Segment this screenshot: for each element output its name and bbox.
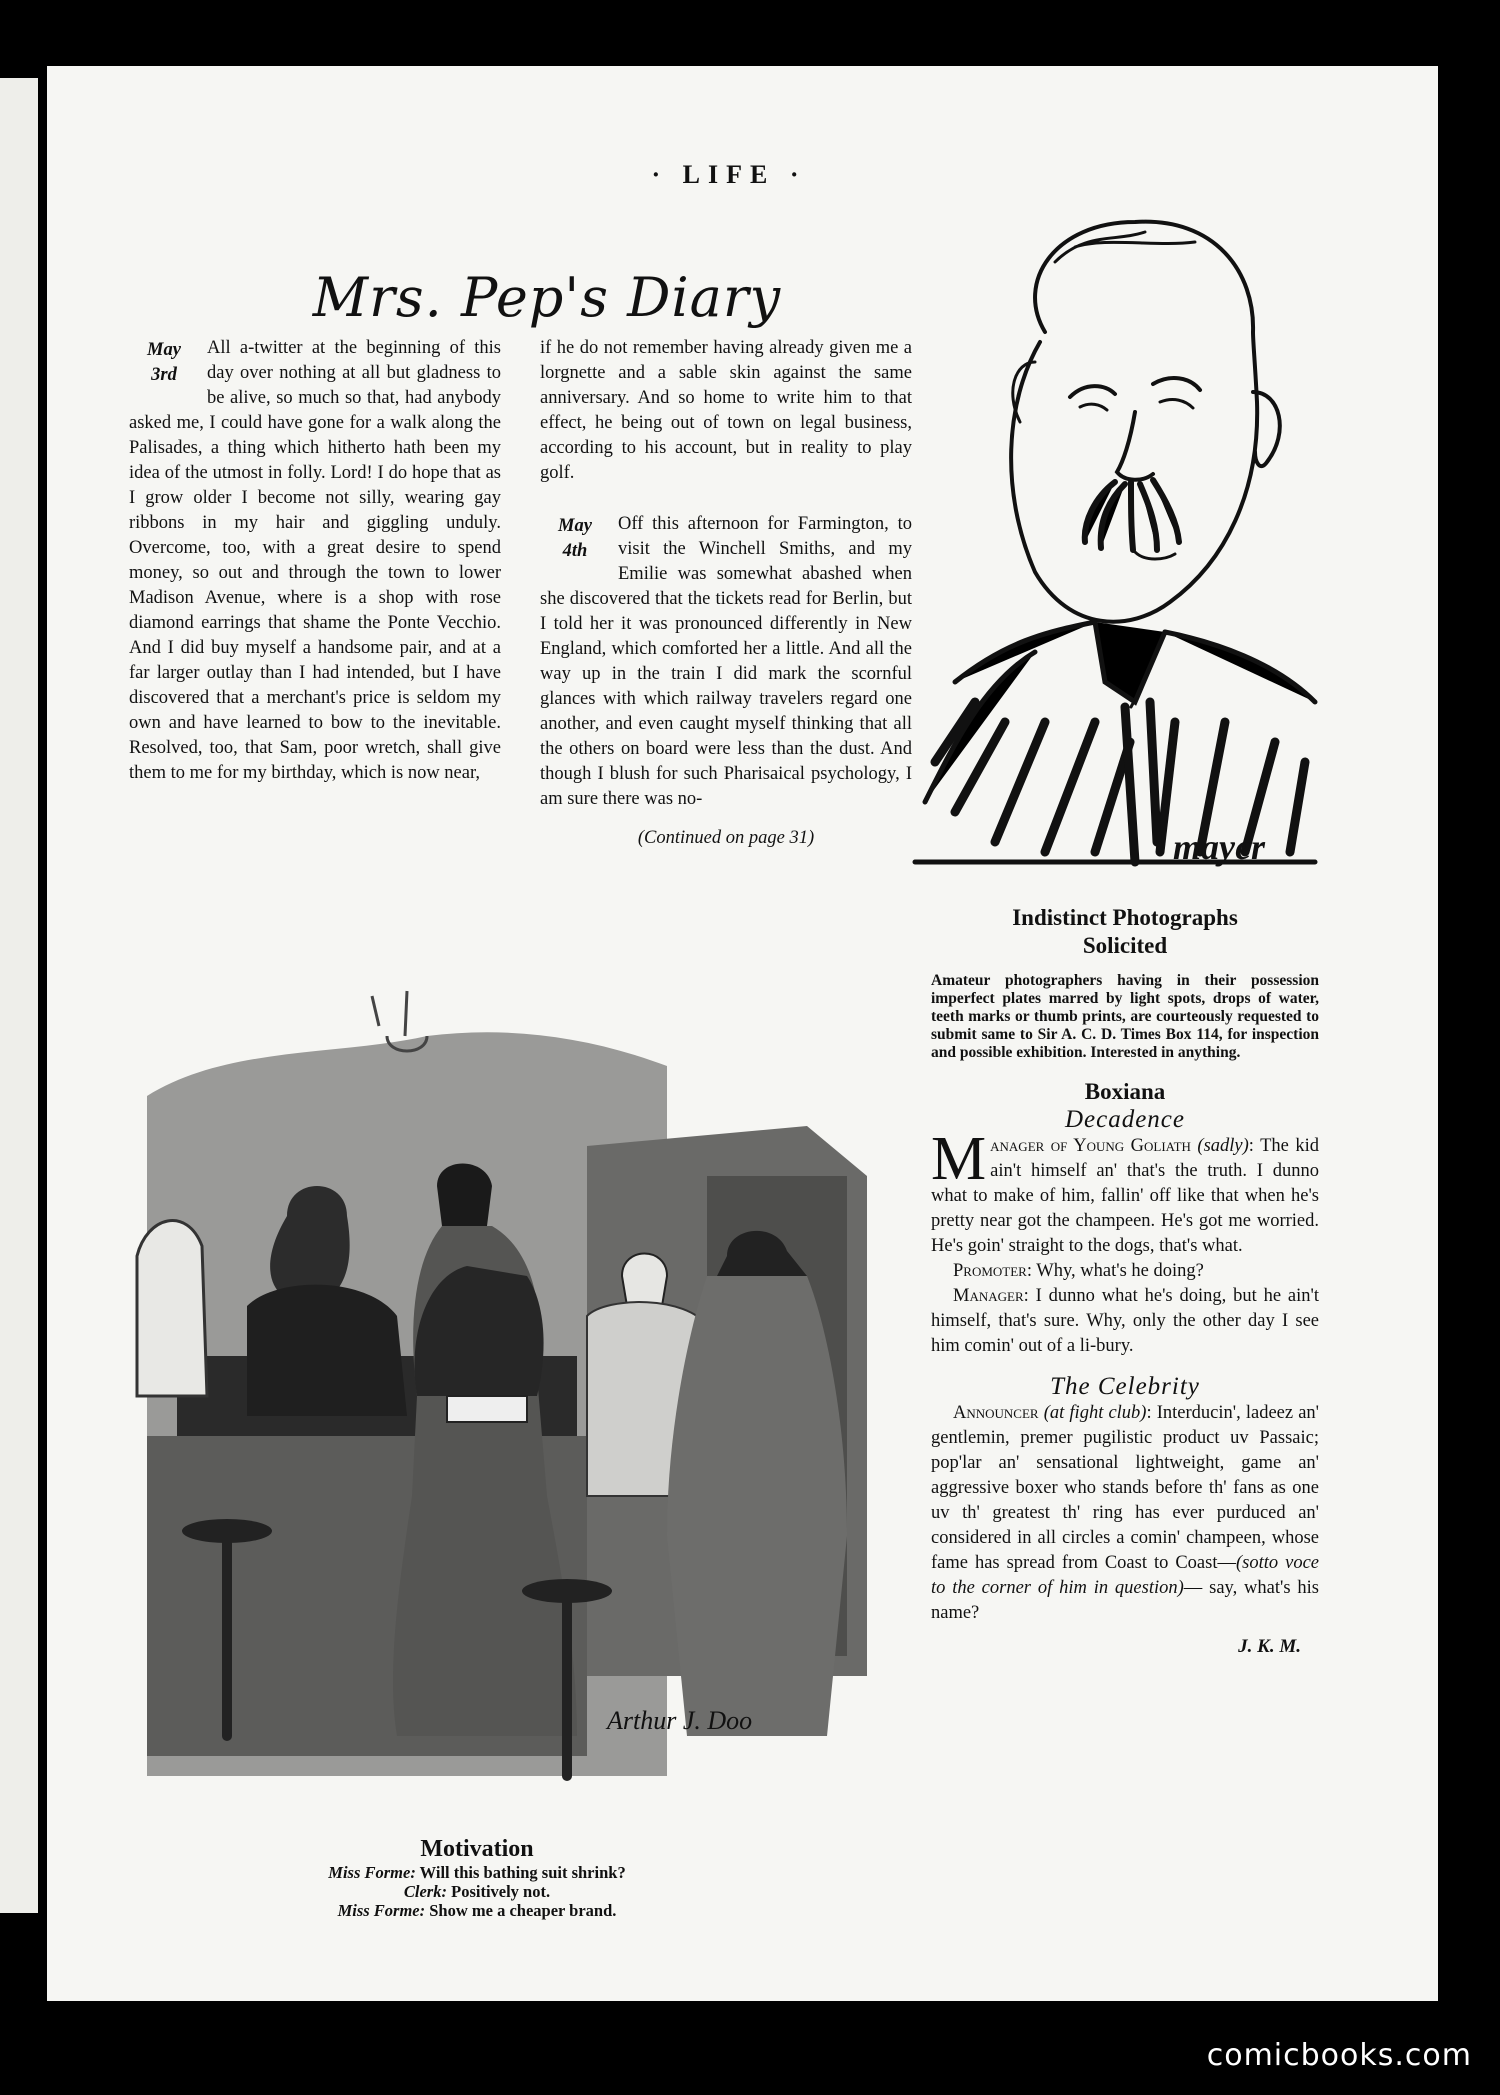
announcer-speech: : Interducin', ladeez an' gentlemin, premer pugilistic product uv Passaic; pop'lar an' sensational lightweight, game an' aggressive boxer who stands before th' fans as one uv th' greatest th' ring has ever purduced an' considered in all circles a comin' champeen, whose fame has spread from Coast to Coast— [931,1403,1320,1573]
caption-text: Positively not. [451,1882,551,1901]
cartoon-caption [197,1836,757,1920]
stage-direction: (at fight club) [1043,1403,1147,1423]
diary-column-left [129,336,501,804]
shop-cartoon [107,976,917,1831]
date-month: May [558,516,592,536]
caption-line [197,1901,757,1920]
manager-reply [931,1284,1319,1359]
continued-note: (Continued on page 31) [637,828,815,848]
celebrity-subheading: The Celebrity [1050,1373,1200,1400]
caption-line [197,1863,757,1882]
speaker-promoter: Promoter: [953,1261,1032,1281]
diary-entry-may-4 [540,512,912,812]
photographs-heading: Indistinct Photographs Solicited [1012,905,1238,958]
date-line [540,514,610,564]
date-day: 4th [562,541,588,561]
boxiana-signature: J. K. M. [1238,1636,1301,1657]
caption-speaker: Miss Forme: [328,1863,416,1882]
entry-text: Off this afternoon for Farmington, to visit the Winchell Smiths, and my Emilie was somewhat abashed when she discovered that the tickets read for Berlin, but I told her it was pronounced differently in New England, which comforted her a little. And all the way up in the train I did mark the scornful glances with which railway travelers regard one another, and even caught myself thinking that all the others on board were less than the dust. And though I blush for such Pharisaical psychology, I am sure there was no- [540,514,912,809]
sidebar [931,904,1319,1658]
photographs-notice: Amateur photographers having in their possession imperfect plates marred by light spots, drops of water, teeth marks or thumb prints, are courteously requested to submit same to Sir A. C. D. Times Box 114, for inspection and possible exhibition. Interested in anything. [931,972,1319,1061]
caption-text: Show me a cheaper brand. [429,1901,617,1920]
speaker-announcer: Announcer [953,1403,1039,1423]
caption-speaker: Clerk: [403,1882,447,1901]
promoter-line [931,1259,1319,1284]
announcer-speech-end: — say, what's his name? [931,1578,1319,1623]
speaker-manager: anager of Young Goliath [990,1136,1191,1156]
caption-title: Motivation [420,1836,534,1862]
caption-line [197,1882,757,1901]
magazine-page [47,66,1438,2001]
site-watermark: comicbooks.com [1206,2038,1472,2073]
page-header: · LIFE · [651,160,807,189]
decadence-text [931,1125,1320,1359]
stage-direction: (sadly) [1197,1136,1249,1156]
diary-column-middle [540,336,912,851]
portrait-signature: mayer [1173,827,1265,867]
date-day: 3rd [151,365,177,385]
diary-entry-may-3 [129,336,501,786]
article-title: Mrs. Pep's Diary [312,266,782,329]
boxiana-heading: Boxiana [1084,1079,1166,1104]
manager-reply-speech: I dunno what he's doing, but he ain't himself, that's sure. Why, only the other day I see him comin' out of a li-bury. [931,1286,1320,1356]
manager-speech: : The kid ain't himself an' that's the truth. I dunno what to make of him, fallin' off like that when he's pretty near got the champeen. He's got me worried. He's goin' straight to the dogs, that's what. [931,1136,1319,1256]
portrait-sketch [895,162,1335,897]
entry-text: All a-twitter at the beginning of this day over nothing at all but gladness to be alive, so much so that, had anybody asked me, I could have gone for a walk along the Palisades, a thing which hitherto hath been my idea of the utmost in folly. Lord! I do hope that as I grow older I become not silly, wearing gay ribbons in my hair and giggling unduly. Overcome, too, with a great desire to spend money, so out and through the town to lower Madison Avenue, where is a shop with rose diamond earrings that shame the Ponte Vecchio. And I did buy myself a handsome pair, and at a far larger outlay than I had intended, but I have discovered that a merchant's price is seldom my own and have learned to bow to the inevitable. Resolved, too, that Sam, poor wretch, shall give them to me for my birthday, which is now near, [129,338,501,783]
cartoon-signature: Arthur J. Doo [607,1706,753,1735]
celebrity-text [931,1401,1319,1626]
announcer-line [931,1401,1319,1626]
speaker-manager: Manager: [953,1286,1029,1306]
caption-speaker: Miss Forme: [337,1901,426,1920]
date-month: May [147,340,181,360]
drop-cap: M [931,1125,987,1193]
date-line [129,338,199,388]
adjacent-page-edge [0,78,38,1913]
manager-line [931,1125,1319,1259]
caption-text: Will this bathing suit shrink? [419,1863,626,1882]
promoter-speech: Why, what's he doing? [1036,1261,1204,1281]
diary-entry-continuation: if he do not remember having already given me a lorgnette and a sable skin against the same anniversary. And so home to write him to that effect, he being out of town on legal business, according to his account, but in reality to play golf. [540,338,912,483]
decadence-subheading: Decadence [1064,1106,1186,1133]
aside: (sotto voce to the corner of him in question) [931,1553,1319,1598]
